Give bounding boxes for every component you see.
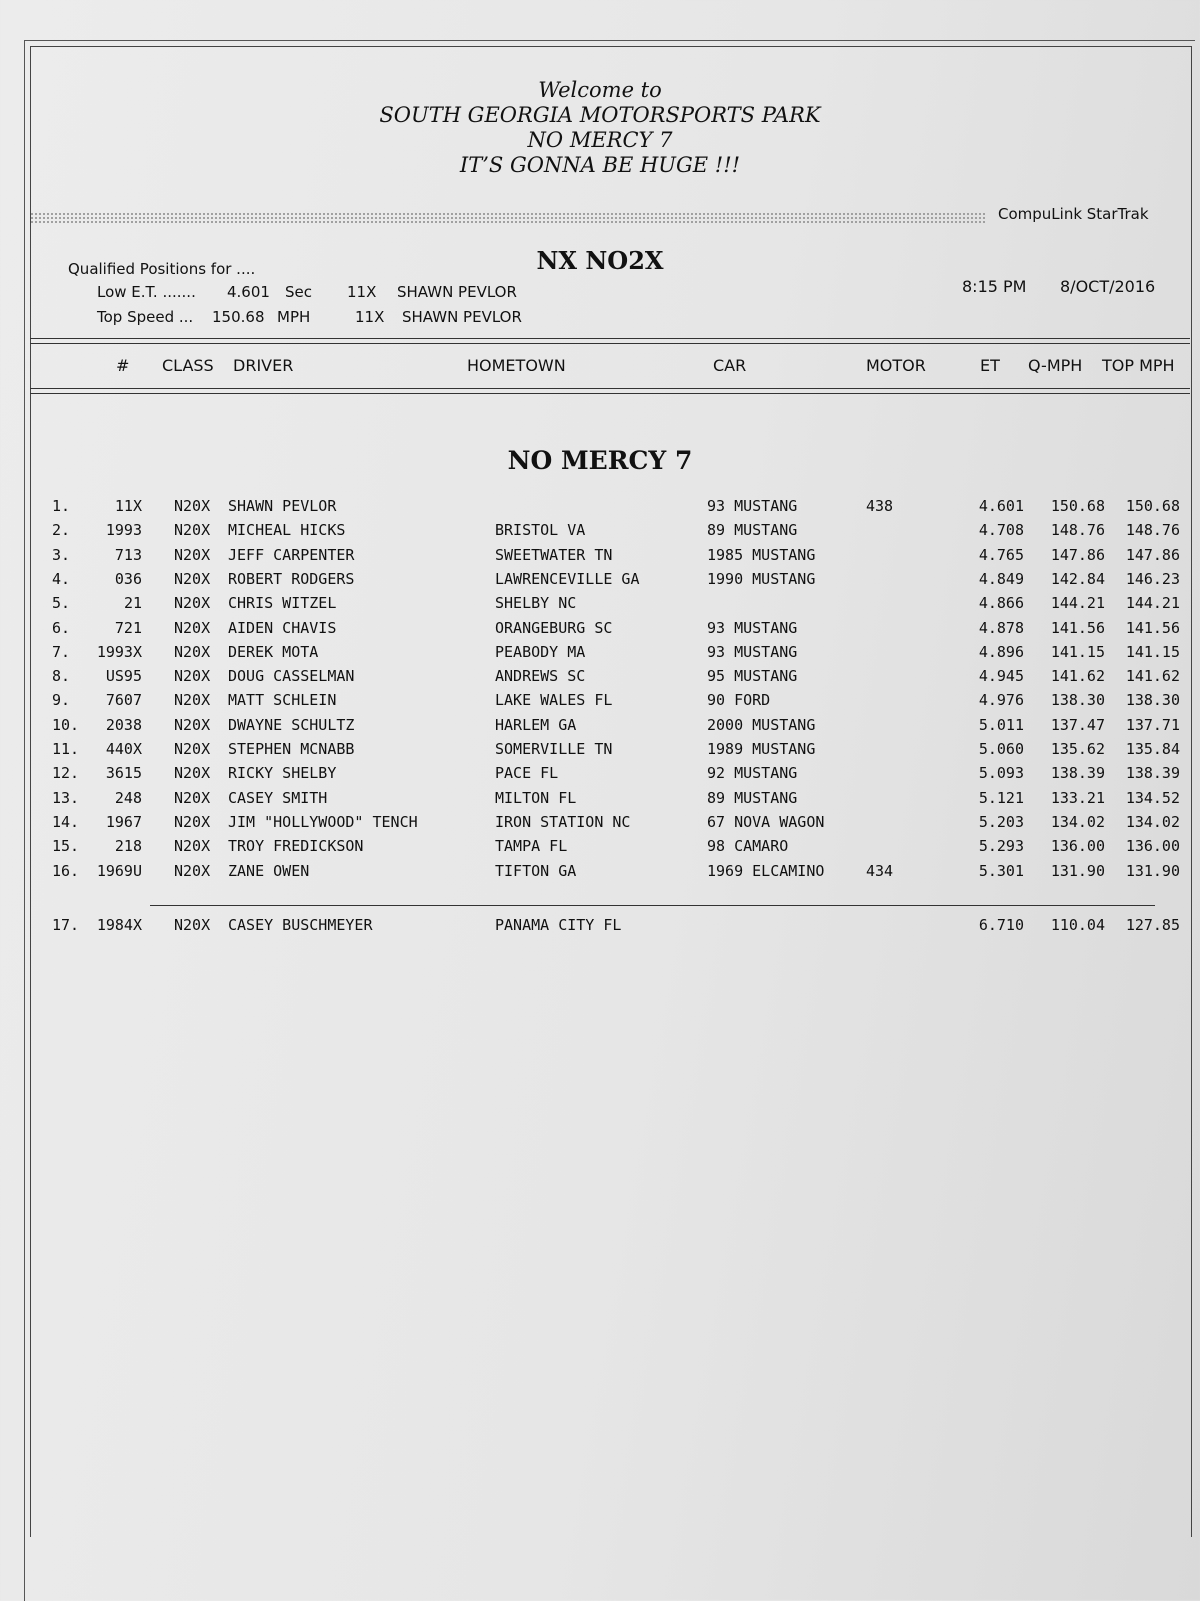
- cell-pos: 5.: [52, 594, 71, 613]
- cell-car: 1989 MUSTANG: [707, 740, 816, 758]
- cell-et: 5.011: [978, 715, 1024, 734]
- cell-motor: 438: [866, 497, 894, 515]
- cell-hometown: LAWRENCEVILLE GA: [495, 569, 640, 588]
- cell-hometown: SHELBY NC: [495, 594, 577, 613]
- cell-et: 5.093: [978, 764, 1024, 783]
- cell-pos: 7.: [52, 642, 71, 661]
- cell-pos: 1.: [52, 497, 71, 515]
- col-car: CAR: [713, 356, 747, 375]
- cell-pos: 8.: [52, 667, 71, 686]
- cell-topmph: 135.84: [1125, 740, 1180, 758]
- cell-class: N20X: [174, 861, 211, 880]
- cell-qmph: 135.62: [1050, 740, 1105, 758]
- low-et-driver: SHAWN PEVLOR: [397, 283, 517, 301]
- cell-driver: CHRIS WITZEL: [228, 594, 337, 613]
- table-row: [0, 570, 1200, 592]
- cell-topmph: 134.02: [1125, 812, 1180, 831]
- cell-hometown: TAMPA FL: [495, 837, 568, 856]
- cell-qmph: 142.84: [1050, 569, 1105, 588]
- cell-et: 4.945: [978, 667, 1024, 686]
- cell-pos: 16.: [52, 861, 80, 880]
- cell-hometown: TIFTON GA: [495, 861, 577, 880]
- cell-qmph: 144.21: [1050, 594, 1105, 613]
- cell-class: N20X: [174, 715, 211, 734]
- report-date: 8/OCT/2016: [1060, 277, 1156, 296]
- cell-class: N20X: [174, 812, 211, 831]
- table-row: [0, 740, 1200, 762]
- cell-class: N20X: [174, 545, 211, 564]
- cell-et: 5.121: [978, 788, 1024, 807]
- cell-class: N20X: [174, 594, 211, 613]
- cell-num: 7607: [105, 691, 142, 710]
- cell-driver: JEFF CARPENTER: [228, 545, 355, 564]
- cell-et: 4.765: [978, 545, 1024, 564]
- cell-et: 4.849: [978, 569, 1024, 588]
- cell-topmph: 127.85: [1125, 916, 1180, 934]
- cell-driver: STEPHEN MCNABB: [228, 740, 355, 758]
- cell-class: N20X: [174, 521, 211, 540]
- cell-driver: DOUG CASSELMAN: [228, 667, 355, 686]
- cell-num: 11X: [114, 497, 142, 515]
- cell-topmph: 134.52: [1125, 788, 1180, 807]
- cell-class: N20X: [174, 916, 211, 934]
- cell-driver: DWAYNE SCHULTZ: [228, 715, 355, 734]
- cell-et: 6.710: [978, 916, 1024, 934]
- cell-class: N20X: [174, 837, 211, 856]
- cell-driver: CASEY SMITH: [228, 788, 328, 807]
- event-name: NO MERCY 7: [527, 128, 673, 152]
- cell-class: N20X: [174, 740, 211, 758]
- cell-pos: 15.: [52, 837, 80, 856]
- table-row: [0, 546, 1200, 568]
- cell-class: N20X: [174, 788, 211, 807]
- cell-qmph: 110.04: [1050, 916, 1105, 934]
- cell-topmph: 138.39: [1125, 764, 1180, 783]
- cell-driver: MICHEAL HICKS: [228, 521, 346, 540]
- cell-num: 248: [114, 788, 142, 807]
- top-speed-driver: SHAWN PEVLOR: [402, 308, 522, 326]
- cell-hometown: ORANGEBURG SC: [495, 618, 613, 637]
- low-et-label: Low E.T. .......: [97, 283, 196, 301]
- cell-topmph: 146.23: [1125, 569, 1180, 588]
- cell-qmph: 137.47: [1050, 715, 1105, 734]
- cell-et: 5.293: [978, 837, 1024, 856]
- cell-qmph: 141.15: [1050, 642, 1105, 661]
- cell-hometown: SOMERVILLE TN: [495, 740, 613, 758]
- cell-motor: 434: [866, 861, 894, 880]
- brand-label: CompuLink StarTrak: [998, 205, 1149, 223]
- cell-car: 2000 MUSTANG: [707, 715, 816, 734]
- cell-pos: 6.: [52, 618, 71, 637]
- cell-topmph: 131.90: [1125, 861, 1180, 880]
- cell-car: 1969 ELCAMINO: [707, 861, 825, 880]
- table-row: [0, 619, 1200, 641]
- cell-hometown: HARLEM GA: [495, 715, 577, 734]
- cell-topmph: 141.56: [1125, 618, 1180, 637]
- cell-car: 92 MUSTANG: [707, 764, 798, 783]
- cell-pos: 10.: [52, 715, 80, 734]
- cell-et: 4.866: [978, 594, 1024, 613]
- cell-class: N20X: [174, 691, 211, 710]
- cell-hometown: PACE FL: [495, 764, 559, 783]
- table-row: [0, 813, 1200, 835]
- report-time: 8:15 PM: [962, 277, 1027, 296]
- cell-pos: 11.: [52, 740, 80, 758]
- cell-topmph: 148.76: [1125, 521, 1180, 540]
- cell-driver: MATT SCHLEIN: [228, 691, 337, 710]
- cell-topmph: 147.86: [1125, 545, 1180, 564]
- cell-qmph: 138.39: [1050, 764, 1105, 783]
- cell-topmph: 137.71: [1125, 715, 1180, 734]
- cell-et: 4.896: [978, 642, 1024, 661]
- cell-car: 93 MUSTANG: [707, 618, 798, 637]
- cell-et: 5.301: [978, 861, 1024, 880]
- cell-num: 1993X: [96, 642, 142, 661]
- col-hometown: HOMETOWN: [467, 356, 566, 375]
- cell-hometown: PANAMA CITY FL: [495, 916, 622, 934]
- table-row: [0, 789, 1200, 811]
- col-et: ET: [980, 356, 1000, 375]
- cell-driver: AIDEN CHAVIS: [228, 618, 337, 637]
- table-row: [0, 667, 1200, 689]
- cell-class: N20X: [174, 618, 211, 637]
- low-et-value: 4.601: [227, 283, 270, 301]
- cell-driver: ROBERT RODGERS: [228, 569, 355, 588]
- qualifier-cutoff-line: [150, 905, 1155, 906]
- table-row: [0, 691, 1200, 713]
- cell-num: 1993: [105, 521, 142, 540]
- cell-qmph: 141.62: [1050, 667, 1105, 686]
- cell-car: 95 MUSTANG: [707, 667, 798, 686]
- cell-num: 1984X: [96, 916, 142, 934]
- cell-num: 713: [114, 545, 142, 564]
- cell-car: 1985 MUSTANG: [707, 545, 816, 564]
- cell-num: 218: [114, 837, 142, 856]
- cell-num: 1967: [105, 812, 142, 831]
- cell-class: N20X: [174, 569, 211, 588]
- table-row: [0, 916, 1200, 938]
- low-et-unit: Sec: [285, 283, 312, 301]
- table-row: [0, 716, 1200, 738]
- top-speed-value: 150.68: [212, 308, 265, 326]
- cell-topmph: 138.30: [1125, 691, 1180, 710]
- tagline: IT’S GONNA BE HUGE !!!: [459, 153, 741, 177]
- cell-car: 89 MUSTANG: [707, 521, 798, 540]
- col-driver: DRIVER: [233, 356, 294, 375]
- table-row: [0, 521, 1200, 543]
- cell-pos: 2.: [52, 521, 71, 540]
- cell-qmph: 148.76: [1050, 521, 1105, 540]
- cell-hometown: SWEETWATER TN: [495, 545, 613, 564]
- qualified-label: Qualified Positions for ....: [68, 260, 256, 278]
- cell-car: 98 CAMARO: [707, 837, 789, 856]
- cell-topmph: 150.68: [1125, 497, 1180, 515]
- cell-pos: 9.: [52, 691, 71, 710]
- col-qmph: Q-MPH: [1028, 356, 1083, 375]
- table-row: [0, 643, 1200, 665]
- cell-num: 21: [123, 594, 142, 613]
- cell-topmph: 141.15: [1125, 642, 1180, 661]
- welcome-line: Welcome to: [538, 78, 662, 102]
- cell-qmph: 133.21: [1050, 788, 1105, 807]
- cell-qmph: 138.30: [1050, 691, 1105, 710]
- cell-driver: RICKY SHELBY: [228, 764, 337, 783]
- cell-driver: ZANE OWEN: [228, 861, 310, 880]
- top-speed-unit: MPH: [277, 308, 311, 326]
- top-speed-car: 11X: [355, 308, 385, 326]
- table-row: [0, 497, 1200, 519]
- cell-hometown: BRISTOL VA: [495, 521, 586, 540]
- cell-car: 93 MUSTANG: [707, 497, 798, 515]
- cell-driver: DEREK MOTA: [228, 642, 319, 661]
- cell-num: 2038: [105, 715, 142, 734]
- cell-car: 93 MUSTANG: [707, 642, 798, 661]
- cell-num: 721: [114, 618, 142, 637]
- cell-driver: JIM "HOLLYWOOD" TENCH: [228, 812, 418, 831]
- cell-hometown: IRON STATION NC: [495, 812, 631, 831]
- cell-hometown: PEABODY MA: [495, 642, 586, 661]
- cell-et: 4.976: [978, 691, 1024, 710]
- cell-pos: 13.: [52, 788, 80, 807]
- track-name: SOUTH GEORGIA MOTORSPORTS PARK: [379, 103, 821, 127]
- cell-pos: 17.: [52, 916, 80, 934]
- col-num: #: [116, 356, 130, 375]
- cell-class: N20X: [174, 764, 211, 783]
- cell-hometown: ANDREWS SC: [495, 667, 586, 686]
- cell-topmph: 144.21: [1125, 594, 1180, 613]
- cell-hometown: LAKE WALES FL: [495, 691, 613, 710]
- cell-topmph: 136.00: [1125, 837, 1180, 856]
- cell-et: 4.601: [978, 497, 1024, 515]
- cell-num: US95: [105, 667, 142, 686]
- cell-class: N20X: [174, 497, 211, 515]
- table-row: [0, 837, 1200, 859]
- cell-class: N20X: [174, 642, 211, 661]
- cell-car: 90 FORD: [707, 691, 771, 710]
- class-title: NX NO2X: [536, 246, 664, 275]
- cell-car: 1990 MUSTANG: [707, 569, 816, 588]
- cell-num: 3615: [105, 764, 142, 783]
- table-row: [0, 594, 1200, 616]
- cell-pos: 3.: [52, 545, 71, 564]
- table-row: [0, 764, 1200, 786]
- cell-car: 89 MUSTANG: [707, 788, 798, 807]
- cell-pos: 12.: [52, 764, 80, 783]
- cell-driver: CASEY BUSCHMEYER: [228, 916, 373, 934]
- cell-qmph: 136.00: [1050, 837, 1105, 856]
- col-topmph: TOP MPH: [1102, 356, 1175, 375]
- cell-num: 440X: [105, 740, 142, 758]
- cell-qmph: 147.86: [1050, 545, 1105, 564]
- cell-driver: SHAWN PEVLOR: [228, 497, 337, 515]
- cell-qmph: 134.02: [1050, 812, 1105, 831]
- col-class: CLASS: [162, 356, 214, 375]
- cell-pos: 14.: [52, 812, 80, 831]
- cell-qmph: 150.68: [1050, 497, 1105, 515]
- cell-qmph: 141.56: [1050, 618, 1105, 637]
- cell-num: 036: [114, 569, 142, 588]
- cell-et: 4.708: [978, 521, 1024, 540]
- cell-topmph: 141.62: [1125, 667, 1180, 686]
- event-title: NO MERCY 7: [507, 446, 693, 475]
- table-row: [0, 862, 1200, 884]
- col-motor: MOTOR: [866, 356, 926, 375]
- cell-driver: TROY FREDICKSON: [228, 837, 364, 856]
- cell-class: N20X: [174, 667, 211, 686]
- cell-hometown: MILTON FL: [495, 788, 577, 807]
- cell-car: 67 NOVA WAGON: [707, 812, 825, 831]
- cell-et: 5.203: [978, 812, 1024, 831]
- cell-qmph: 131.90: [1050, 861, 1105, 880]
- cell-et: 5.060: [978, 740, 1024, 758]
- cell-et: 4.878: [978, 618, 1024, 637]
- cell-num: 1969U: [96, 861, 142, 880]
- low-et-car: 11X: [347, 283, 377, 301]
- top-speed-label: Top Speed ...: [97, 308, 194, 326]
- cell-pos: 4.: [52, 569, 71, 588]
